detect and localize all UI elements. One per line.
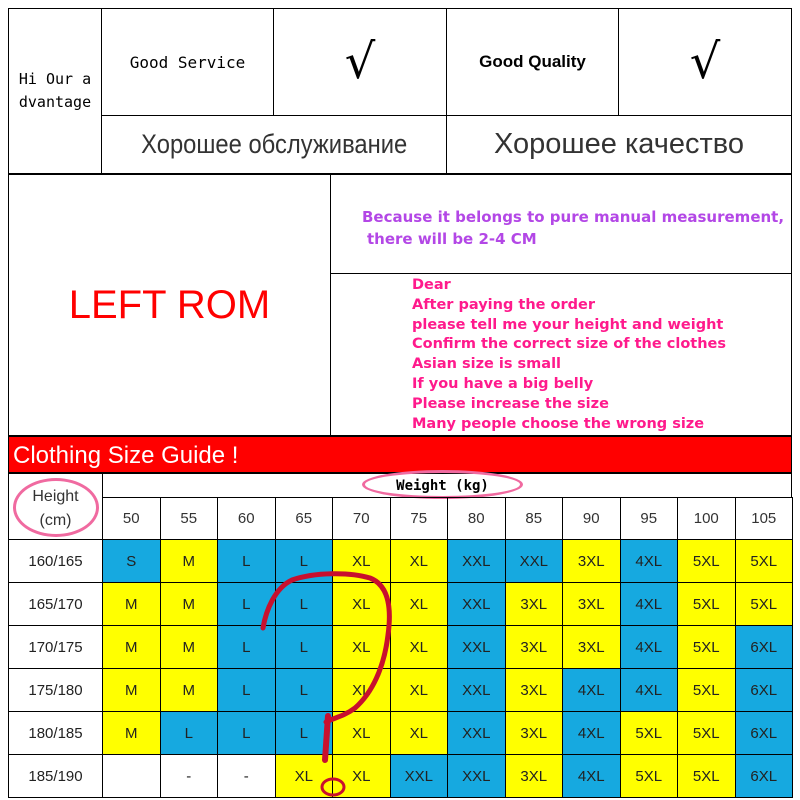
size-cell: 5XL [678,583,736,626]
size-cell: XL [390,583,448,626]
measurement-note-line: there will be 2-4 CM [367,230,537,248]
size-cell: M [103,583,161,626]
weight-header-100: 100 [677,497,736,540]
size-cell: XXL [448,583,506,626]
size-cell: 4XL [620,540,678,583]
weight-header-80: 80 [447,497,506,540]
size-cell: M [160,669,218,712]
size-cell: L [275,583,333,626]
size-cell: M [160,626,218,669]
weight-header-85: 85 [505,497,564,540]
size-cell: L [218,626,276,669]
size-cell: 6XL [735,626,793,669]
size-cell: 6XL [735,755,793,798]
height-cell: 165/170 [9,583,103,626]
weight-header-50: 50 [102,497,161,540]
size-cell: S [103,540,161,583]
weight-header-70: 70 [332,497,391,540]
left-room-label: LEFT ROM [68,282,271,327]
size-cell: M [160,540,218,583]
size-cell: L [275,626,333,669]
size-cell: - [218,755,276,798]
size-cell: L [218,583,276,626]
weight-header-95: 95 [620,497,679,540]
weight-header-90: 90 [562,497,621,540]
height-cell: 185/190 [9,755,103,798]
advantage-intro: Hi Our advantage [18,70,92,111]
size-cell: 5XL [735,540,793,583]
dear-note-line: If you have a big belly [412,375,594,392]
dear-note-line: Please increase the size [412,395,609,412]
size-cell: M [103,712,161,755]
size-cell: XXL [448,712,506,755]
size-cell: XL [390,626,448,669]
size-cell: XL [333,626,391,669]
dear-note-line: Asian size is small [412,356,562,373]
size-cell: XXL [448,755,506,798]
dear-note-line: Confirm the correct size of the clothes [412,336,727,353]
height-label-line: (cm) [39,512,72,529]
size-cell: XL [390,540,448,583]
weight-label: Weight (kg) [396,478,489,494]
size-cell: L [218,712,276,755]
size-cell: 5XL [678,712,736,755]
size-cell: 4XL [620,583,678,626]
size-cell: 5XL [620,755,678,798]
size-cell: 3XL [505,669,563,712]
size-cell: 4XL [620,626,678,669]
height-cell: 180/185 [9,712,103,755]
size-cell: XL [333,712,391,755]
size-cell: XL [275,755,333,798]
size-cell: XXL [505,540,563,583]
size-cell: 3XL [563,626,621,669]
dear-note-line: After paying the order [412,296,595,313]
size-cell: 4XL [620,669,678,712]
size-cell: 4XL [563,755,621,798]
size-cell: 3XL [505,712,563,755]
good-quality-label: Good Quality [479,52,586,71]
size-cell: M [103,626,161,669]
size-cell: 3XL [505,755,563,798]
height-cell: 175/180 [9,669,103,712]
size-cell: 6XL [735,712,793,755]
size-cell: 5XL [678,626,736,669]
quality-ru-label: Хорошее качество [493,128,745,160]
size-cell: XXL [448,669,506,712]
size-cell: 4XL [563,712,621,755]
height-cell: 160/165 [9,540,103,583]
weight-header-60: 60 [217,497,276,540]
dear-note-line: Many people choose the wrong size [412,415,705,432]
size-cell: 3XL [505,583,563,626]
service-ru-label: Хорошее обслуживание [140,129,408,159]
size-cell: XL [333,755,391,798]
size-cell: XL [333,669,391,712]
size-cell: 5XL [678,669,736,712]
size-cell: 5XL [735,583,793,626]
height-cell: 170/175 [9,626,103,669]
size-cell: 6XL [735,669,793,712]
size-cell: M [160,583,218,626]
size-cell: L [275,669,333,712]
size-cell: L [160,712,218,755]
size-cell: XL [390,669,448,712]
size-cell: 5XL [678,540,736,583]
size-cell: XXL [448,540,506,583]
check-mark-icon: √ [689,34,721,90]
size-cell: M [103,669,161,712]
size-cell: L [275,540,333,583]
size-cell: L [218,540,276,583]
weight-header-65: 65 [275,497,334,540]
good-service-label: Good Service [129,52,246,72]
dear-note-line: Dear [412,277,451,293]
check-mark-icon: √ [344,34,376,90]
size-cell: L [275,712,333,755]
size-guide-title: Clothing Size Guide ! [13,442,239,469]
size-cell: 4XL [563,669,621,712]
size-cell: 3XL [563,540,621,583]
size-cell: 5XL [620,712,678,755]
size-cell: - [160,755,218,798]
size-cell: XL [333,540,391,583]
weight-header-75: 75 [390,497,449,540]
size-cell: XL [390,712,448,755]
size-cell: 3XL [563,583,621,626]
size-cell: 3XL [505,626,563,669]
size-cell: XL [333,583,391,626]
weight-header-55: 55 [160,497,219,540]
dear-note-line: please tell me your height and weight [412,316,724,333]
size-cell: L [218,669,276,712]
measurement-note-line: Because it belongs to pure manual measurement, [362,208,785,226]
height-label-line: Height [32,488,79,505]
size-cell: 5XL [678,755,736,798]
size-cell: XXL [390,755,448,798]
weight-header-105: 105 [735,497,794,540]
size-cell: XXL [448,626,506,669]
